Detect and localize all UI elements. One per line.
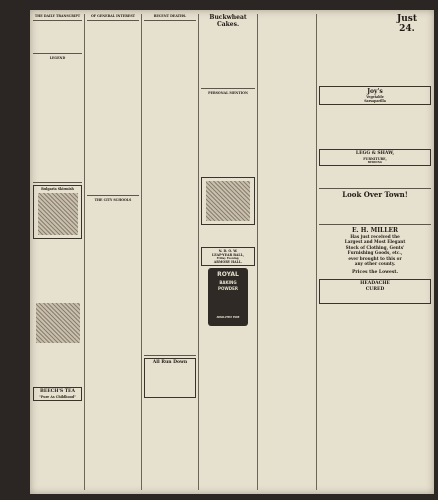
headache-ad xyxy=(319,279,431,304)
article-text xyxy=(319,168,431,186)
ad-heading: BEECH'S TEA xyxy=(40,389,75,394)
ad-text: LEAP-YEAR BALL, xyxy=(211,253,245,257)
beechs-tea-ad xyxy=(33,387,82,401)
article-text xyxy=(201,28,255,86)
column-3 xyxy=(144,14,196,490)
column-1 xyxy=(33,14,82,490)
ad-text: HEADACHE xyxy=(360,281,390,286)
article-text xyxy=(144,23,196,353)
look-over-town-headline: Look Over Town! xyxy=(342,189,408,199)
ad-text: FURNITURE, xyxy=(363,156,387,161)
leap-year-ball-ad xyxy=(201,247,255,266)
article-text xyxy=(33,23,82,51)
column-5 xyxy=(319,14,431,490)
ad-text: Has just received the xyxy=(350,233,400,239)
ad-text: Furnishing Goods, etc., xyxy=(347,250,403,255)
section-heading: THE CITY SCHOOLS xyxy=(94,198,132,202)
royal-baking-powder-ad xyxy=(208,268,248,326)
ad-text: Stock of Clothing, Gents' xyxy=(345,244,405,250)
ad-text: BEDDING xyxy=(367,160,383,164)
article-text xyxy=(201,328,255,368)
ad-row xyxy=(319,14,431,84)
ad-text xyxy=(321,292,429,302)
ad-text: ROYAL xyxy=(217,271,239,278)
article-text xyxy=(201,227,255,245)
ad-text: ever brought to this or xyxy=(348,255,402,261)
section-heading: LEGEND xyxy=(49,56,66,60)
ad-text: ARMORY HALL. xyxy=(213,260,243,264)
sarsaparilla-ad xyxy=(319,86,431,105)
ad-illustration xyxy=(206,181,250,221)
section-heading: OF GENERAL INTEREST xyxy=(90,14,136,18)
advertisement xyxy=(33,185,82,239)
article-text xyxy=(33,345,82,385)
column-rule xyxy=(257,14,258,490)
article-text xyxy=(319,107,431,147)
article-text xyxy=(319,14,381,84)
article-text xyxy=(87,23,139,193)
ad-text: N. D. O. W. xyxy=(218,249,238,253)
ad-illustration xyxy=(36,303,80,343)
ad-heading: Bulgaria Skirmish xyxy=(41,187,74,191)
ad-text: Just xyxy=(396,14,418,24)
just-24-ad xyxy=(383,14,431,84)
column-rule xyxy=(198,14,199,490)
ad-text: Joy's xyxy=(367,88,383,95)
ad-text: POWDER xyxy=(218,286,238,291)
article-text xyxy=(33,241,82,301)
section-heading: RECENT DEATHS. xyxy=(153,14,187,18)
column-4 xyxy=(201,14,255,490)
article-text xyxy=(144,400,196,460)
advertisement xyxy=(144,358,196,398)
ad-text: Vegetable xyxy=(366,95,384,99)
ad-text: Sarsaparilla xyxy=(364,99,386,103)
ad-text: ABSOLUTELY PURE xyxy=(216,316,240,319)
legg-shaw-ad xyxy=(319,149,431,166)
article-text xyxy=(319,198,431,222)
column-2 xyxy=(87,14,139,490)
ad-illustration xyxy=(38,193,78,235)
section-heading: PERSONAL MENTION xyxy=(208,91,248,95)
ad-text: BAKING xyxy=(219,280,237,285)
article-text xyxy=(33,60,82,180)
ad-text: Friday Evening, xyxy=(216,257,240,260)
ad-heading: All Run Down xyxy=(152,360,188,365)
advertisement xyxy=(201,177,255,225)
merchant-name: E. H. MILLER xyxy=(351,226,399,234)
ad-text: CURED xyxy=(365,286,385,292)
ad-text: Largest and Most Elegant xyxy=(344,239,406,244)
ad-slogan: "Pure As Childhood" xyxy=(39,394,76,399)
article-text xyxy=(201,95,255,175)
headline: Buckwheat Cakes. xyxy=(209,14,247,28)
newspaper-page xyxy=(30,10,434,494)
article-text xyxy=(87,202,139,462)
ad-text xyxy=(146,366,194,396)
column-rule xyxy=(84,14,85,490)
column-rule xyxy=(316,14,317,490)
masthead: THE DAILY TRANSCRIPT xyxy=(34,14,81,18)
column-rule xyxy=(141,14,142,490)
prices-line: Prices the Lowest. xyxy=(351,269,399,275)
ad-text: any other county. xyxy=(354,261,396,266)
ad-text: LEGG & SHAW, xyxy=(355,151,395,156)
ad-text: 24. xyxy=(399,24,415,34)
